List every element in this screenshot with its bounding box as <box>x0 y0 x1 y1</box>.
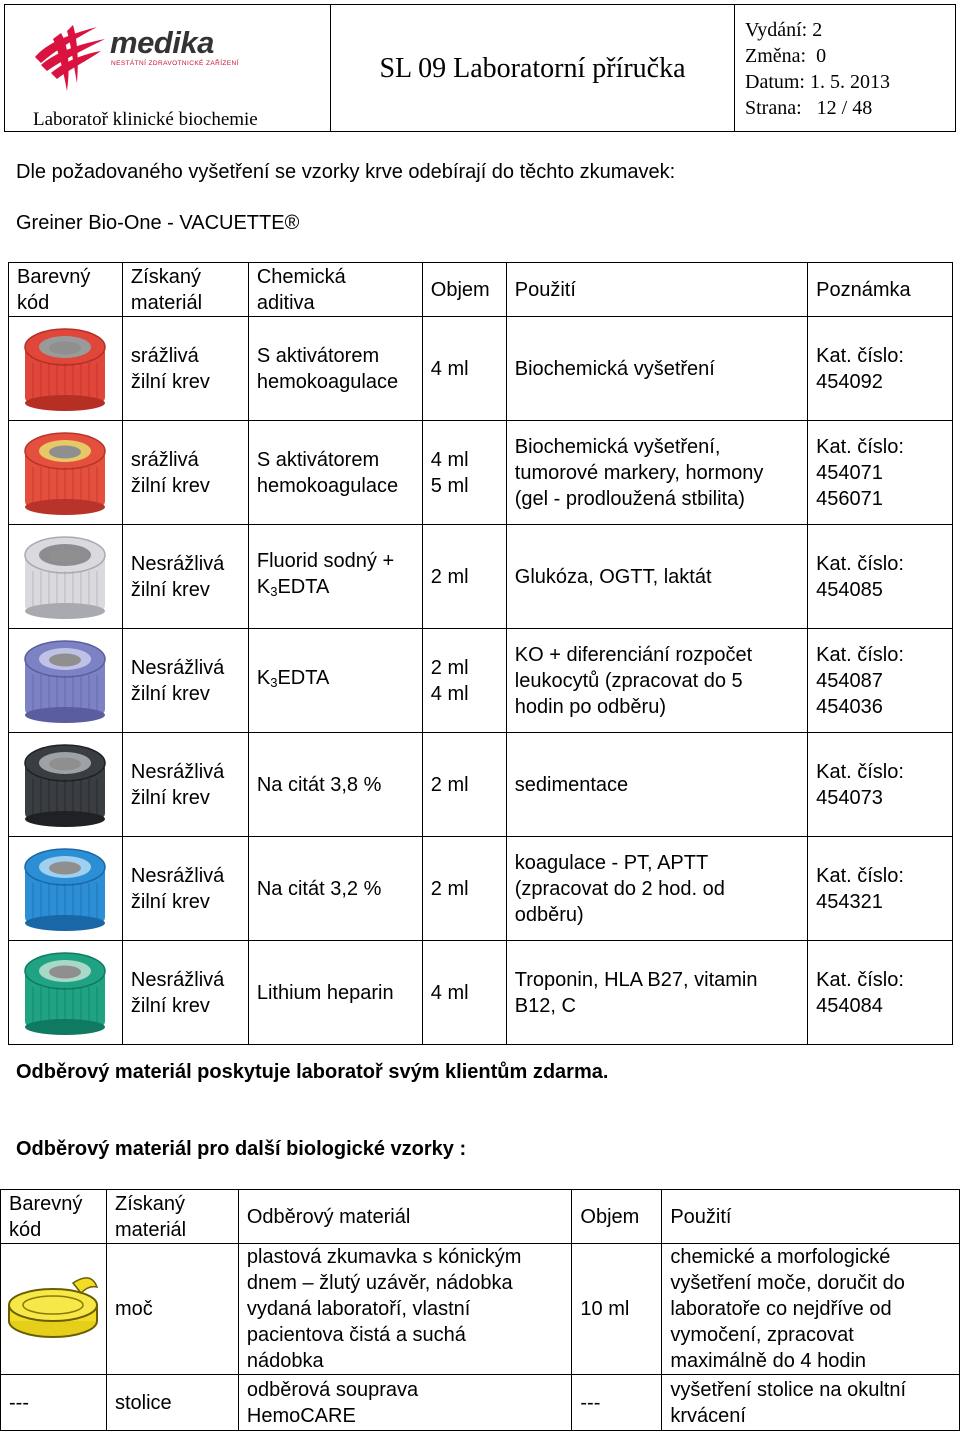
usage: Glukóza, OGTT, laktát <box>506 525 807 629</box>
usage: sedimentace <box>506 733 807 837</box>
red-cap-icon <box>17 317 113 413</box>
additive: Fluorid sodný + $K_3EDTA$ <box>248 525 422 629</box>
medika-logo-icon <box>27 13 113 99</box>
catalog-number: Kat. číslo: 454087 454036 <box>808 629 953 733</box>
sample-material: Nesrážlivá žilní krev <box>122 837 248 941</box>
lab-name: Laboratoř klinické biochemie <box>33 109 258 130</box>
sample-material: moč <box>106 1244 238 1375</box>
sample-material: srážlivá žilní krev <box>122 421 248 525</box>
blood-tube-table <box>8 262 953 1045</box>
additive: S aktivátorem hemokoagulace <box>248 421 422 525</box>
sample-material: Nesrážlivá žilní krev <box>122 525 248 629</box>
volume: --- <box>572 1375 662 1431</box>
color-code-cell <box>9 629 123 733</box>
catalog-number: Kat. číslo: 454085 <box>808 525 953 629</box>
sample-material: Nesrážlivá žilní krev <box>122 629 248 733</box>
additive: $K_3EDTA$ <box>248 629 422 733</box>
color-code-cell <box>9 733 123 837</box>
table-row <box>9 421 953 525</box>
volume: 2 ml <box>422 525 506 629</box>
blue-cap-icon <box>17 837 113 933</box>
table-row <box>9 733 953 837</box>
collection-material: plastová zkumavka s kónickým dnem – žlutý uzávěr, nádobka vydaná laboratoří, vlastní pacientova čistá a suchá nádobka <box>238 1244 572 1375</box>
catalog-number: Kat. číslo: 454092 <box>808 317 953 421</box>
header-usage: Použití <box>662 1190 960 1244</box>
sample-material: Nesrážlivá žilní krev <box>122 733 248 837</box>
color-code-cell <box>9 837 123 941</box>
volume: 2 ml <box>422 733 506 837</box>
additive: Lithium heparin <box>248 941 422 1045</box>
document-title: SL 09 Laboratorní příručka <box>379 53 686 84</box>
other-samples-heading: Odběrový materiál pro další biologické vzorky : <box>16 1138 467 1160</box>
logo-wordmark: medika <box>110 25 214 60</box>
table-row <box>1 1375 960 1431</box>
header-title-cell <box>331 5 735 131</box>
color-code: --- <box>1 1375 107 1431</box>
additive: S aktivátorem hemokoagulace <box>248 317 422 421</box>
volume: 4 ml <box>422 941 506 1045</box>
free-material-note: Odběrový materiál poskytuje laboratoř svým klientům zdarma. <box>16 1061 609 1083</box>
catalog-number: Kat. číslo: 454071 456071 <box>808 421 953 525</box>
catalog-number: Kat. číslo: 454321 <box>808 837 953 941</box>
collection-material: odběrová souprava HemoCARE <box>238 1375 572 1431</box>
header-color-code: Barevný kód <box>9 263 123 317</box>
header-material: Získaný materiál <box>122 263 248 317</box>
header-material: Získaný materiál <box>106 1190 238 1244</box>
other-samples-table <box>0 1189 960 1431</box>
header-note: Poznámka <box>808 263 953 317</box>
header-additive: Chemická aditiva <box>248 263 422 317</box>
sample-material: Nesrážlivá žilní krev <box>122 941 248 1045</box>
header-volume: Objem <box>422 263 506 317</box>
sample-material: srážlivá žilní krev <box>122 317 248 421</box>
table-row <box>9 317 953 421</box>
usage: Biochemická vyšetření <box>506 317 807 421</box>
volume: 4 ml <box>422 317 506 421</box>
meta-date: Datum: 1. 5. 2013 <box>745 71 890 93</box>
header-volume: Objem <box>572 1190 662 1244</box>
urine-container-cell <box>1 1244 107 1375</box>
intro-text: Dle požadovaného vyšetření se vzorky krve odebírají do těchto zkumavek: <box>16 161 676 183</box>
lavender-cap-icon <box>17 629 113 725</box>
green-cap-icon <box>17 941 113 1037</box>
header-usage: Použití <box>506 263 807 317</box>
usage: vyšetření stolice na okultní krvácení <box>662 1375 960 1431</box>
catalog-number: Kat. číslo: 454084 <box>808 941 953 1045</box>
additive: Na citát 3,2 % <box>248 837 422 941</box>
volume: 4 ml 5 ml <box>422 421 506 525</box>
usage: KO + diferenciání rozpočet leukocytů (zpracovat do 5 hodin po odběru) <box>506 629 807 733</box>
color-code-cell <box>9 317 123 421</box>
yellow-urine-cup-icon <box>3 1261 103 1351</box>
brand-heading: Greiner Bio-One - VACUETTE® <box>16 212 300 234</box>
meta-edition: Vydání: 2 <box>745 19 823 41</box>
usage: koagulace - PT, APTT (zpracovat do 2 hod. od odběru) <box>506 837 807 941</box>
header-meta-cell <box>735 5 957 131</box>
usage: chemické a morfologické vyšetření moče, doručit do laboratoře co nejdříve od vymočení, zpracovat maximálně do 4 hodin <box>662 1244 960 1375</box>
document-header <box>4 4 956 132</box>
header-collection: Odběrový materiál <box>238 1190 572 1244</box>
table-header-row <box>9 263 953 317</box>
additive: Na citát 3,8 % <box>248 733 422 837</box>
usage: Biochemická vyšetření, tumorové markery, hormony (gel - prodloužená stbilita) <box>506 421 807 525</box>
table-row <box>9 837 953 941</box>
meta-page: Strana: 12 / 48 <box>745 97 873 119</box>
table-row <box>9 629 953 733</box>
table-row <box>9 941 953 1045</box>
volume: 2 ml 4 ml <box>422 629 506 733</box>
sample-material: stolice <box>106 1375 238 1431</box>
table-row <box>1 1244 960 1375</box>
volume: 10 ml <box>572 1244 662 1375</box>
table-row <box>9 525 953 629</box>
volume: 2 ml <box>422 837 506 941</box>
header-color-code: Barevný kód <box>1 1190 107 1244</box>
logo-subtitle: NESTÁTNÍ ZDRAVOTNICKÉ ZAŘÍZENÍ <box>111 60 239 67</box>
color-code-cell <box>9 941 123 1045</box>
color-code-cell <box>9 525 123 629</box>
black-cap-icon <box>17 733 113 829</box>
red-yellow-cap-icon <box>17 421 113 517</box>
meta-change: Změna: 0 <box>745 45 827 67</box>
grey-cap-icon <box>17 525 113 621</box>
color-code-cell <box>9 421 123 525</box>
catalog-number: Kat. číslo: 454073 <box>808 733 953 837</box>
header-logo-cell <box>5 5 331 131</box>
table-header-row <box>1 1190 960 1244</box>
usage: Troponin, HLA B27, vitamin B12, C <box>506 941 807 1045</box>
